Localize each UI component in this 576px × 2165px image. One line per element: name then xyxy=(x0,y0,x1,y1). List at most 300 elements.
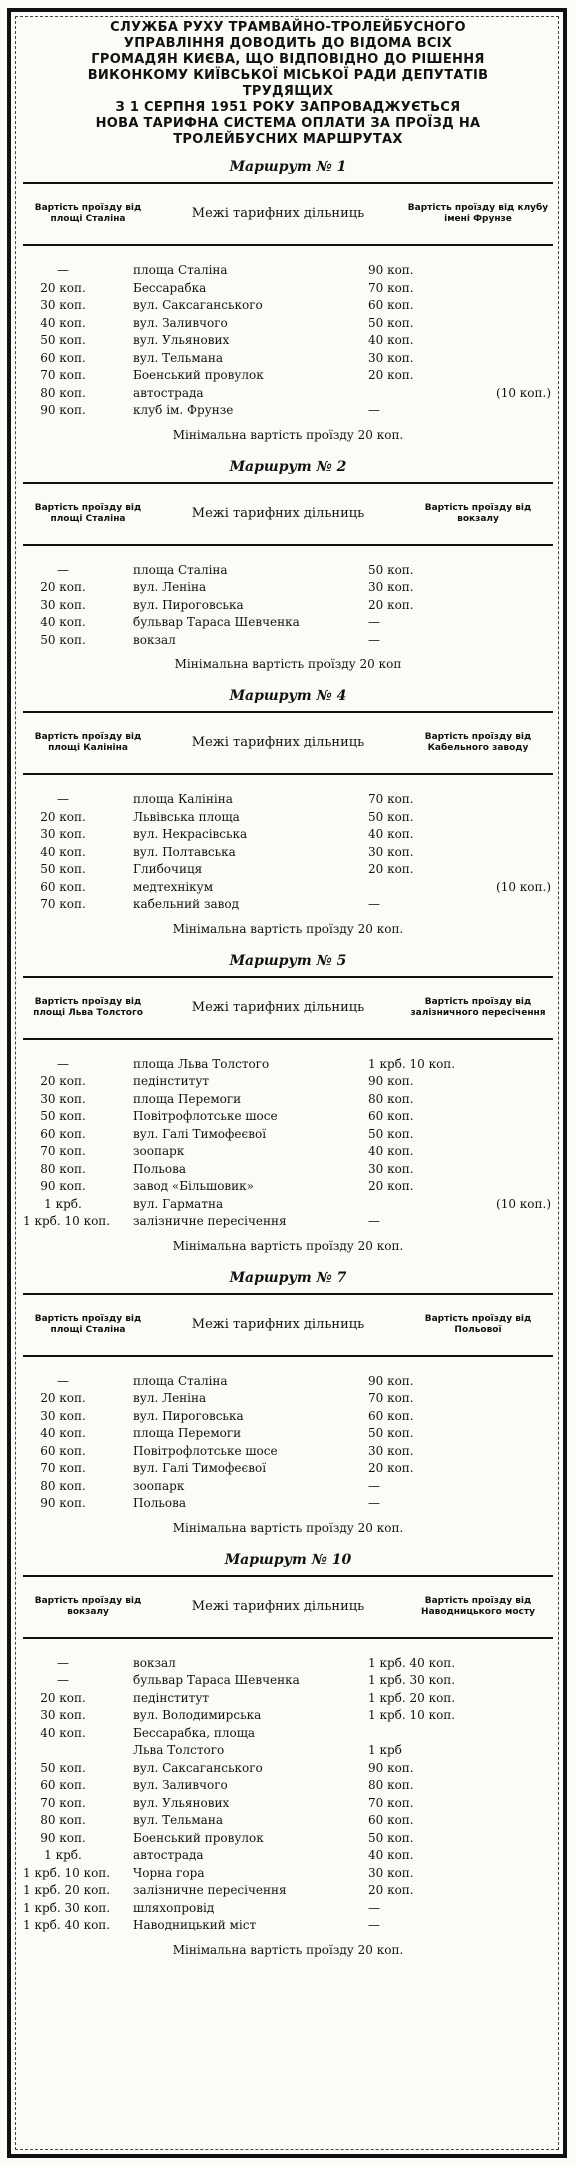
fare-from-start: 1 крб. 30 коп. xyxy=(23,1900,111,1915)
fare-note xyxy=(466,350,553,368)
fare-rows xyxy=(23,775,553,916)
fare-note xyxy=(466,280,553,298)
minimum-fare: Мінімальна вартість проїзду 20 коп. xyxy=(172,1942,404,1957)
fare-from-end: — xyxy=(368,403,380,417)
fare-note xyxy=(466,1478,553,1496)
fare-from-start: 40 коп. xyxy=(40,1725,86,1740)
header-right-fare: Вартість проїзду від залізничного пересічення xyxy=(410,996,546,1018)
fare-from-end: 50 коп. xyxy=(368,562,414,577)
fare-note xyxy=(466,1917,553,1935)
fare-row xyxy=(23,1443,553,1461)
fare-note xyxy=(466,1655,553,1673)
route-title: Маршрут № 7 xyxy=(229,1269,347,1286)
stop-name: завод «Більшовик» xyxy=(133,1179,255,1193)
stop-name: площа Перемоги xyxy=(133,1426,242,1440)
fare-from-end: 1 крб. 40 коп. xyxy=(368,1655,456,1670)
header-line: НОВА ТАРИФНА СИСТЕМА ОПЛАТИ ЗА ПРОЇЗД НА xyxy=(95,116,481,131)
header-tariff-sections: Межі тарифних дільниць xyxy=(191,1316,365,1332)
fare-from-start: 70 коп. xyxy=(40,1144,86,1158)
fare-from-start: 90 коп. xyxy=(40,403,86,417)
fare-note xyxy=(466,1408,553,1426)
minimum-fare: Мінімальна вартість проїзду 20 коп. xyxy=(172,427,404,442)
fare-from-end: 1 крб. 10 коп. xyxy=(368,1708,456,1722)
fare-note: (10 коп.) xyxy=(496,385,551,400)
fare-note xyxy=(466,861,553,879)
header-line: З 1 СЕРПНЯ 1951 РОКУ ЗАПРОВАДЖУЄТЬСЯ xyxy=(115,100,461,115)
fare-from-start: 80 коп. xyxy=(40,1813,86,1827)
stop-name: Наводницький міст xyxy=(133,1918,257,1932)
stop-name: площа Сталіна xyxy=(133,263,228,277)
stop-name: Бессарабка, площа xyxy=(133,1725,256,1740)
header-left-fare: Вартість проїзду від площі Сталіна xyxy=(34,203,142,224)
fare-row xyxy=(23,315,553,333)
fare-from-end: 1 крб. 10 коп. xyxy=(368,1056,456,1071)
fare-note xyxy=(466,1108,553,1126)
fare-from-start: 60 коп. xyxy=(40,350,86,365)
fare-from-end: 20 коп. xyxy=(368,368,414,382)
stop-name: вул. Некрасівська xyxy=(133,827,248,841)
fare-from-start: 30 коп. xyxy=(40,1091,86,1106)
fare-note xyxy=(466,1126,553,1144)
fare-from-start: 30 коп. xyxy=(40,827,86,841)
header-tariff-sections: Межі тарифних дільниць xyxy=(191,206,365,221)
fare-row xyxy=(23,1795,553,1813)
routes-list xyxy=(23,152,553,1963)
fare-note xyxy=(466,844,553,862)
fare-from-start: 80 коп. xyxy=(40,385,86,400)
stop-name: вул. Заливчого xyxy=(133,1778,228,1792)
fare-from-end: 50 коп. xyxy=(368,809,414,824)
fare-row xyxy=(23,1408,553,1426)
fare-from-end: 30 коп. xyxy=(368,1161,414,1176)
fare-from-start: 50 коп. xyxy=(40,1760,86,1775)
stop-name: вокзал xyxy=(133,632,176,647)
fare-row xyxy=(23,1830,553,1848)
fare-from-end: 20 коп. xyxy=(368,1883,414,1897)
fare-row xyxy=(23,1812,553,1830)
stop-name: площа Сталіна xyxy=(133,562,228,577)
fare-note xyxy=(466,367,553,385)
fare-row xyxy=(23,826,553,844)
fare-note: (10 коп.) xyxy=(496,879,551,894)
fare-rows xyxy=(23,246,553,422)
fare-note xyxy=(466,1795,553,1813)
fare-note xyxy=(466,632,553,650)
stop-name: площа Льва Толстого xyxy=(133,1056,270,1071)
fare-from-start: 20 коп. xyxy=(40,809,86,824)
fare-row xyxy=(23,1213,553,1231)
stop-name: бульвар Тараса Шевченка xyxy=(133,615,300,629)
column-headers xyxy=(23,1575,553,1639)
fare-from-start: 70 коп. xyxy=(40,368,86,382)
fare-row xyxy=(23,1143,553,1161)
minimum-fare: Мінімальна вартість проїзду 20 коп. xyxy=(172,921,404,936)
fare-from-end: 20 коп. xyxy=(368,1179,414,1193)
fare-from-start: 50 коп. xyxy=(40,632,86,647)
fare-from-end: — xyxy=(368,615,380,629)
stop-name: Льва Толстого xyxy=(133,1743,225,1757)
fare-from-end: 60 коп. xyxy=(368,1408,414,1423)
fare-note xyxy=(466,1091,553,1109)
fare-from-start: 60 коп. xyxy=(40,879,86,894)
fare-from-end: 20 коп. xyxy=(368,1461,414,1475)
minimum-fare: Мінімальна вартість проїзду 20 коп. xyxy=(172,1520,404,1535)
fare-from-start: 1 крб. 40 коп. xyxy=(23,1918,111,1932)
header-line: СЛУЖБА РУХУ ТРАМВАЙНО-ТРОЛЕЙБУСНОГО xyxy=(110,20,466,35)
fare-note xyxy=(466,1443,553,1461)
route-title: Маршрут № 2 xyxy=(229,458,347,475)
fare-from-end: 1 крб xyxy=(368,1743,402,1757)
fare-from-end: — xyxy=(368,1918,380,1932)
fare-note xyxy=(466,1073,553,1091)
stop-name: автострада xyxy=(133,385,204,400)
minimum-fare: Мінімальна вартість проїзду 20 коп. xyxy=(172,1238,404,1253)
stop-name: Повітрофлотське шосе xyxy=(133,1443,278,1458)
fare-from-start: — xyxy=(57,1673,69,1687)
stop-name: залізничне пересічення xyxy=(133,1214,287,1228)
fare-from-start: 50 коп. xyxy=(40,1109,86,1123)
fare-note xyxy=(466,1690,553,1708)
stop-name: залізничне пересічення xyxy=(133,1883,287,1897)
fare-row xyxy=(23,1672,553,1690)
fare-note xyxy=(466,826,553,844)
header-right-fare: Вартість проїзду від Польової xyxy=(424,1313,532,1335)
header-right-fare: Вартість проїзду від Кабельного заводу xyxy=(424,732,532,753)
fare-note xyxy=(466,1056,553,1074)
stop-name: вул. Саксаганського xyxy=(133,1760,263,1775)
fare-note xyxy=(466,1213,553,1231)
fare-row xyxy=(23,1690,553,1708)
fare-note xyxy=(466,809,553,827)
fare-from-end: 40 коп. xyxy=(368,1848,414,1862)
fare-from-start: 80 коп. xyxy=(40,1478,86,1493)
fare-from-start xyxy=(23,1742,103,1760)
header-line: ТРУДЯЩИХ xyxy=(242,84,334,99)
fare-from-start: 20 коп. xyxy=(40,280,86,295)
route-title: Маршрут № 5 xyxy=(229,952,347,969)
fare-note xyxy=(466,1707,553,1725)
fare-row xyxy=(23,1847,553,1865)
stop-name: вул. Ульянових xyxy=(133,1795,230,1810)
fare-row xyxy=(23,579,553,597)
fare-note xyxy=(466,1830,553,1848)
fare-from-start: 1 крб. 10 коп. xyxy=(23,1865,111,1880)
stop-name: вул. Галі Тимофеєвої xyxy=(133,1126,267,1141)
fare-row xyxy=(23,1178,553,1196)
fare-from-end: — xyxy=(368,632,380,647)
header-tariff-sections: Межі тарифних дільниць xyxy=(191,735,365,750)
fare-row xyxy=(23,1390,553,1408)
header-left-fare: Вартість проїзду від площі Калініна xyxy=(34,732,142,753)
fare-from-end xyxy=(358,879,466,897)
route-title: Маршрут № 4 xyxy=(229,688,347,704)
fare-note xyxy=(466,1865,553,1883)
fare-from-end: 90 коп. xyxy=(368,1373,414,1388)
fare-note xyxy=(466,597,553,615)
route-section xyxy=(23,152,553,448)
fare-from-start: 30 коп. xyxy=(40,597,86,612)
stop-name: бульвар Тараса Шевченка xyxy=(133,1673,300,1687)
fare-row xyxy=(23,597,553,615)
minimum-fare: Мінімальна вартість проїзду 20 коп xyxy=(174,657,402,671)
fare-from-end: 30 коп. xyxy=(368,844,414,859)
fare-note xyxy=(466,1777,553,1795)
fare-note xyxy=(466,1812,553,1830)
stop-name: площа Перемоги xyxy=(133,1091,242,1106)
fare-from-end: 70 коп. xyxy=(368,1795,414,1810)
header-line: ВИКОНКОМУ КИЇВСЬКОЇ МІСЬКОЇ РАДИ ДЕПУТАТІВ xyxy=(87,68,489,83)
fare-from-end: 50 коп. xyxy=(368,1830,414,1845)
fare-from-end: 80 коп. xyxy=(368,1778,414,1792)
header-right-fare: Вартість проїзду від Наводницького мосту xyxy=(421,1595,535,1617)
fare-from-end: 1 крб. 20 коп. xyxy=(368,1690,456,1705)
fare-from-end: 90 коп. xyxy=(368,263,414,277)
fare-row xyxy=(23,1882,553,1900)
fare-note xyxy=(466,1178,553,1196)
fare-note xyxy=(466,1672,553,1690)
stop-name: шляхопровід xyxy=(133,1900,215,1915)
stop-name: вул. Гарматна xyxy=(133,1196,224,1211)
fare-from-end: 50 коп. xyxy=(368,315,414,330)
fare-note xyxy=(466,562,553,580)
fare-note xyxy=(466,402,553,420)
fare-from-start: — xyxy=(57,263,69,277)
route-section xyxy=(23,1263,553,1541)
stop-name: зоопарк xyxy=(133,1144,185,1158)
fare-row xyxy=(23,1373,553,1391)
fare-from-start: 20 коп. xyxy=(40,580,86,594)
fare-from-start: 40 коп. xyxy=(40,615,86,629)
header-line: УПРАВЛІННЯ ДОВОДИТЬ ДО ВІДОМА ВСІХ xyxy=(123,36,453,51)
fare-note xyxy=(466,1161,553,1179)
fare-row xyxy=(23,1865,553,1883)
fare-note xyxy=(466,614,553,632)
fare-row xyxy=(23,350,553,368)
fare-from-start: 20 коп. xyxy=(40,1391,86,1405)
fare-row xyxy=(23,1091,553,1109)
notice-content xyxy=(23,20,553,1963)
fare-row xyxy=(23,1161,553,1179)
stop-name: Польова xyxy=(133,1161,186,1176)
fare-from-start: 50 коп. xyxy=(40,862,86,876)
stop-name: вул. Леніна xyxy=(133,580,207,594)
fare-row xyxy=(23,861,553,879)
fare-from-start: 30 коп. xyxy=(40,298,86,312)
header-line: ТРОЛЕЙБУСНИХ МАРШРУТАХ xyxy=(173,132,403,147)
fare-note xyxy=(466,315,553,333)
fare-from-start: 1 крб. 20 коп. xyxy=(23,1883,111,1897)
stop-name: вул. Тельмана xyxy=(133,1813,223,1827)
fare-row xyxy=(23,632,553,650)
stop-name: Львівська площа xyxy=(133,809,240,824)
fare-row xyxy=(23,1478,553,1496)
fare-from-end xyxy=(358,1725,466,1743)
fare-from-end: 80 коп. xyxy=(368,1091,414,1106)
fare-row xyxy=(23,844,553,862)
stop-name: Боенський провулок xyxy=(133,368,264,382)
fare-from-start: — xyxy=(57,1655,69,1670)
column-headers xyxy=(23,711,553,775)
fare-row xyxy=(23,1495,553,1513)
route-title: Маршрут № 1 xyxy=(229,159,347,175)
fare-from-start: 40 коп. xyxy=(40,1426,86,1440)
fare-from-start: — xyxy=(57,1373,69,1388)
fare-row xyxy=(23,367,553,385)
column-headers xyxy=(23,1293,553,1357)
stop-name: вул. Леніна xyxy=(133,1391,207,1405)
fare-note xyxy=(466,1143,553,1161)
stop-name: вул. Полтавська xyxy=(133,844,236,859)
fare-note xyxy=(466,1495,553,1513)
stop-name: Повітрофлотське шосе xyxy=(133,1109,278,1123)
fare-from-end: 50 коп. xyxy=(368,1126,414,1141)
fare-note xyxy=(466,1882,553,1900)
fare-row xyxy=(23,1742,553,1760)
stop-name: площа Сталіна xyxy=(133,1373,228,1388)
fare-row xyxy=(23,1073,553,1091)
fare-from-end: 90 коп. xyxy=(368,1074,414,1088)
route-section xyxy=(23,946,553,1259)
stop-name: вул. Саксаганського xyxy=(133,298,263,312)
fare-from-end: — xyxy=(368,1478,380,1493)
header-left-fare: Вартість проїзду від вокзалу xyxy=(34,1595,142,1617)
fare-row xyxy=(23,562,553,580)
fare-from-end: 20 коп. xyxy=(368,862,414,876)
fare-from-start: — xyxy=(57,792,69,806)
fare-row xyxy=(23,385,553,403)
fare-note xyxy=(466,1725,553,1743)
stop-name: Боенський провулок xyxy=(133,1830,264,1845)
fare-row xyxy=(23,1707,553,1725)
fare-rows xyxy=(23,1357,553,1515)
stop-name: педінститут xyxy=(133,1074,210,1088)
fare-row xyxy=(23,332,553,350)
fare-note xyxy=(466,1847,553,1865)
fare-rows xyxy=(23,1639,553,1937)
fare-from-end: 30 коп. xyxy=(368,350,414,365)
fare-from-end: — xyxy=(368,1496,380,1510)
stop-name: вул. Тельмана xyxy=(133,350,223,365)
stop-name: вул. Заливчого xyxy=(133,315,228,330)
fare-from-end: 40 коп. xyxy=(368,827,414,841)
fare-from-end: — xyxy=(368,1900,380,1915)
fare-row xyxy=(23,297,553,315)
fare-from-end: 70 коп. xyxy=(368,1391,414,1405)
fare-note xyxy=(466,896,553,914)
fare-note xyxy=(466,332,553,350)
fare-row xyxy=(23,1126,553,1144)
stop-name: вул. Пироговська xyxy=(133,1408,244,1423)
fare-from-start: 60 коп. xyxy=(40,1778,86,1792)
fare-note xyxy=(466,1390,553,1408)
fare-row xyxy=(23,614,553,632)
fare-from-start: 50 коп. xyxy=(40,333,86,347)
fare-row xyxy=(23,879,553,897)
fare-from-end: 50 коп. xyxy=(368,1426,414,1440)
fare-from-start: 60 коп. xyxy=(40,1126,86,1141)
fare-note xyxy=(466,297,553,315)
fare-row xyxy=(23,1425,553,1443)
fare-from-start: 90 коп. xyxy=(40,1496,86,1510)
fare-from-end: 30 коп. xyxy=(368,1443,414,1458)
fare-from-start: 40 коп. xyxy=(40,315,86,330)
fare-note xyxy=(466,1900,553,1918)
fare-note xyxy=(466,262,553,280)
fare-from-end: 60 коп. xyxy=(368,1813,414,1827)
header-right-fare: Вартість проїзду від вокзалу xyxy=(424,502,532,524)
fare-from-end: 40 коп. xyxy=(368,1144,414,1158)
fare-note xyxy=(466,1760,553,1778)
header-left-fare: Вартість проїзду від площі Сталіна xyxy=(34,502,142,524)
stop-name: вул. Ульянових xyxy=(133,333,230,347)
stop-name: медтехнікум xyxy=(133,879,214,894)
fare-from-start: 70 коп. xyxy=(40,1795,86,1810)
fare-from-start: 20 коп. xyxy=(40,1690,86,1705)
stop-name: площа Калініна xyxy=(133,792,233,806)
fare-from-end xyxy=(358,1196,466,1214)
fare-from-end: 90 коп. xyxy=(368,1760,414,1775)
fare-rows xyxy=(23,1040,553,1233)
fare-row xyxy=(23,280,553,298)
fare-from-start: 30 коп. xyxy=(40,1708,86,1722)
fare-from-end: 70 коп. xyxy=(368,792,414,806)
fare-note xyxy=(466,1373,553,1391)
stop-name: зоопарк xyxy=(133,1478,185,1493)
stop-name: кабельний завод xyxy=(133,897,240,911)
fare-from-start: 1 крб. 10 коп. xyxy=(23,1214,111,1228)
column-headers xyxy=(23,482,553,546)
fare-from-end: 30 коп. xyxy=(368,1865,414,1880)
header-left-fare: Вартість проїзду від площі Сталіна xyxy=(34,1313,142,1335)
header-tariff-sections: Межі тарифних дільниць xyxy=(191,999,365,1015)
fare-note xyxy=(466,1742,553,1760)
fare-row xyxy=(23,1900,553,1918)
fare-row xyxy=(23,1460,553,1478)
stop-name: Чорна гора xyxy=(133,1865,205,1880)
fare-from-start: — xyxy=(57,1056,69,1071)
fare-from-start: 30 коп. xyxy=(40,1408,86,1423)
fare-row xyxy=(23,809,553,827)
fare-row xyxy=(23,1725,553,1743)
header-left-fare: Вартість проїзду від площі Льва Толстого xyxy=(33,996,143,1018)
column-headers xyxy=(23,182,553,246)
stop-name: вул. Володимирська xyxy=(133,1708,262,1722)
column-headers xyxy=(23,976,553,1040)
route-section xyxy=(23,452,553,678)
route-section xyxy=(23,1545,553,1963)
fare-from-end: — xyxy=(368,1214,380,1228)
fare-from-start: 70 коп. xyxy=(40,897,86,911)
fare-from-end xyxy=(358,385,466,403)
fare-from-start: 60 коп. xyxy=(40,1443,86,1458)
fare-row xyxy=(23,1760,553,1778)
fare-from-start: — xyxy=(57,562,69,577)
fare-note: (10 коп.) xyxy=(496,1196,551,1211)
fare-from-end: 40 коп. xyxy=(368,333,414,347)
fare-row xyxy=(23,1777,553,1795)
stop-name: вул. Галі Тимофеєвої xyxy=(133,1461,267,1475)
fare-from-end: 1 крб. 30 коп. xyxy=(368,1673,456,1687)
fare-row xyxy=(23,896,553,914)
fare-rows xyxy=(23,546,553,652)
fare-from-start: 90 коп. xyxy=(40,1179,86,1193)
fare-row xyxy=(23,1056,553,1074)
fare-row xyxy=(23,262,553,280)
stop-name: вокзал xyxy=(133,1655,176,1670)
fare-from-end: 20 коп. xyxy=(368,597,414,612)
route-title: Маршрут № 10 xyxy=(224,1551,352,1568)
fare-note xyxy=(466,579,553,597)
